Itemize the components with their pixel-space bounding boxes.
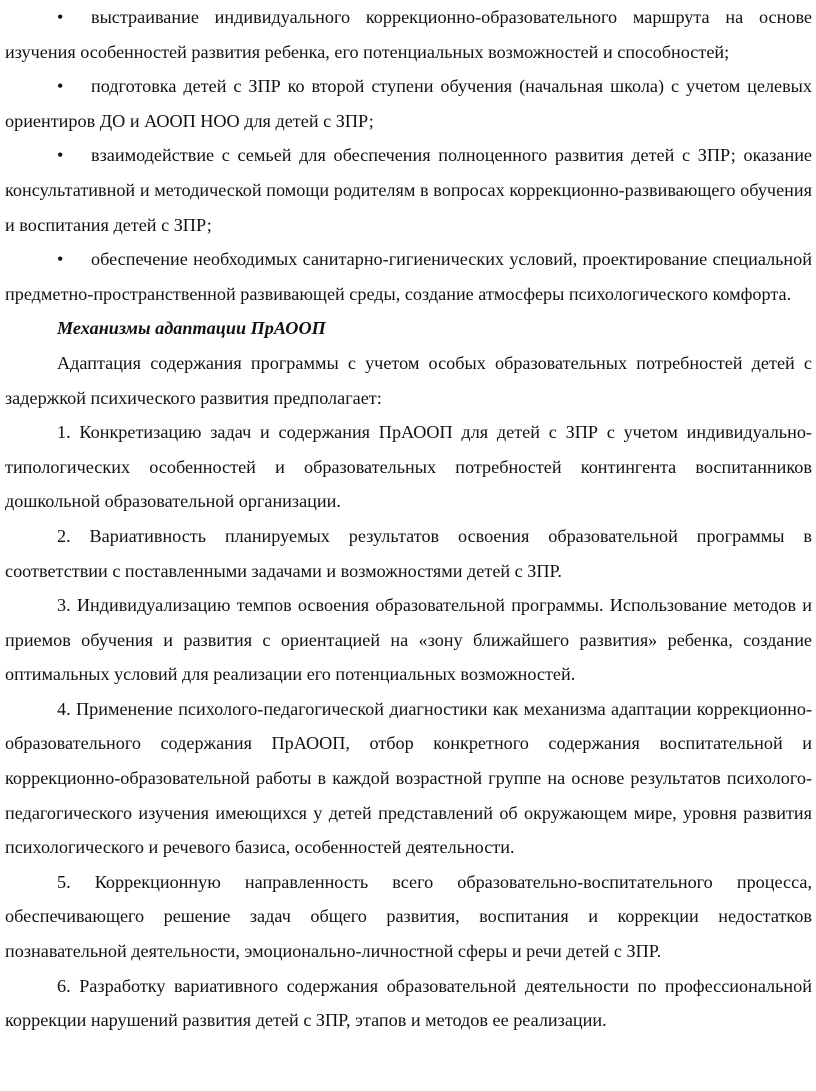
numbered-item: 6. Разработку вариативного содержания образовательной деятельности по профессиональной коррекции нарушений развития детей с ЗПР, этапов и методов ее реализации. [5, 975, 812, 1031]
bullet-item [5, 242, 812, 311]
numbered-item: 1. Конкретизацию задач и содержания ПрАООП для детей с ЗПР с учетом индивидуально-типологических особенностей и образовательных потребностей контингента воспитанников дошкольной образовательной организации. [5, 422, 812, 512]
numbered-item: 4. Применение психолого-педагогической диагностики как механизма адаптации коррекционно-образовательного содержания ПрАООП, отбор конкретного содержания воспитательной и коррекционно-образовательной работы в каждой возрастной группе на основе результатов психолого-педагогического изучения имеющихся у детей представлений об окружающем мире, уровня развития психологического и речевого базиса, особенностей деятельности. [5, 698, 812, 858]
bullet-marker: • [57, 249, 64, 270]
numbered-item: 5. Коррекционную направленность всего образовательно-воспитательного процесса, обеспечивающего решение задач общего развития, воспитания и коррекции недостатков познавательной деятельности, эмоционально-личностной сферы и речи детей с ЗПР. [5, 871, 812, 962]
numbered-item: 3. Индивидуализацию темпов освоения образовательной программы. Использование методов и приемов обучения и развития с ориентацией на «зону ближайшего развития» ребенка, создание оптимальных условий для реализации его потенциальных возможностей. [5, 595, 812, 685]
bullet-marker: • [57, 7, 64, 27]
bullet-text: подготовка детей с ЗПР ко второй ступени обучения (начальная школа) с учетом целевых ориентиров ДО и АООП НОО для детей с ЗПР; [5, 76, 812, 131]
bullet-item [5, 138, 812, 242]
bullet-item [5, 0, 812, 69]
bullet-text: выстраивание индивидуального коррекционно-образовательного маршрута на основе изучения особенностей развития ребенка, его потенциальных возможностей и способностей; [5, 7, 812, 62]
bullet-marker: • [57, 145, 64, 166]
bullet-text: взаимодействие с семьей для обеспечения полноценного развития детей с ЗПР; оказание консультативной и методической помощи родителям в вопросах коррекционно-развивающего обучения и воспитания детей с ЗПР; [5, 145, 812, 235]
bullet-item [5, 69, 812, 138]
intro-paragraph: Адаптация содержания программы с учетом особых образовательных потребностей детей с задержкой психического развития предполагает: [5, 352, 812, 408]
bullet-text: обеспечение необходимых санитарно-гигиенических условий, проектирование специальной предметно-пространственной развивающей среды, создание атмосферы психологического комфорта. [5, 249, 812, 304]
numbered-item: 2. Вариативность планируемых результатов освоения образовательной программы в соответствии с поставленными задачами и возможностями детей с ЗПР. [5, 525, 812, 581]
section-heading: Механизмы адаптации ПрАООП [57, 318, 326, 339]
bullet-marker: • [57, 76, 64, 97]
